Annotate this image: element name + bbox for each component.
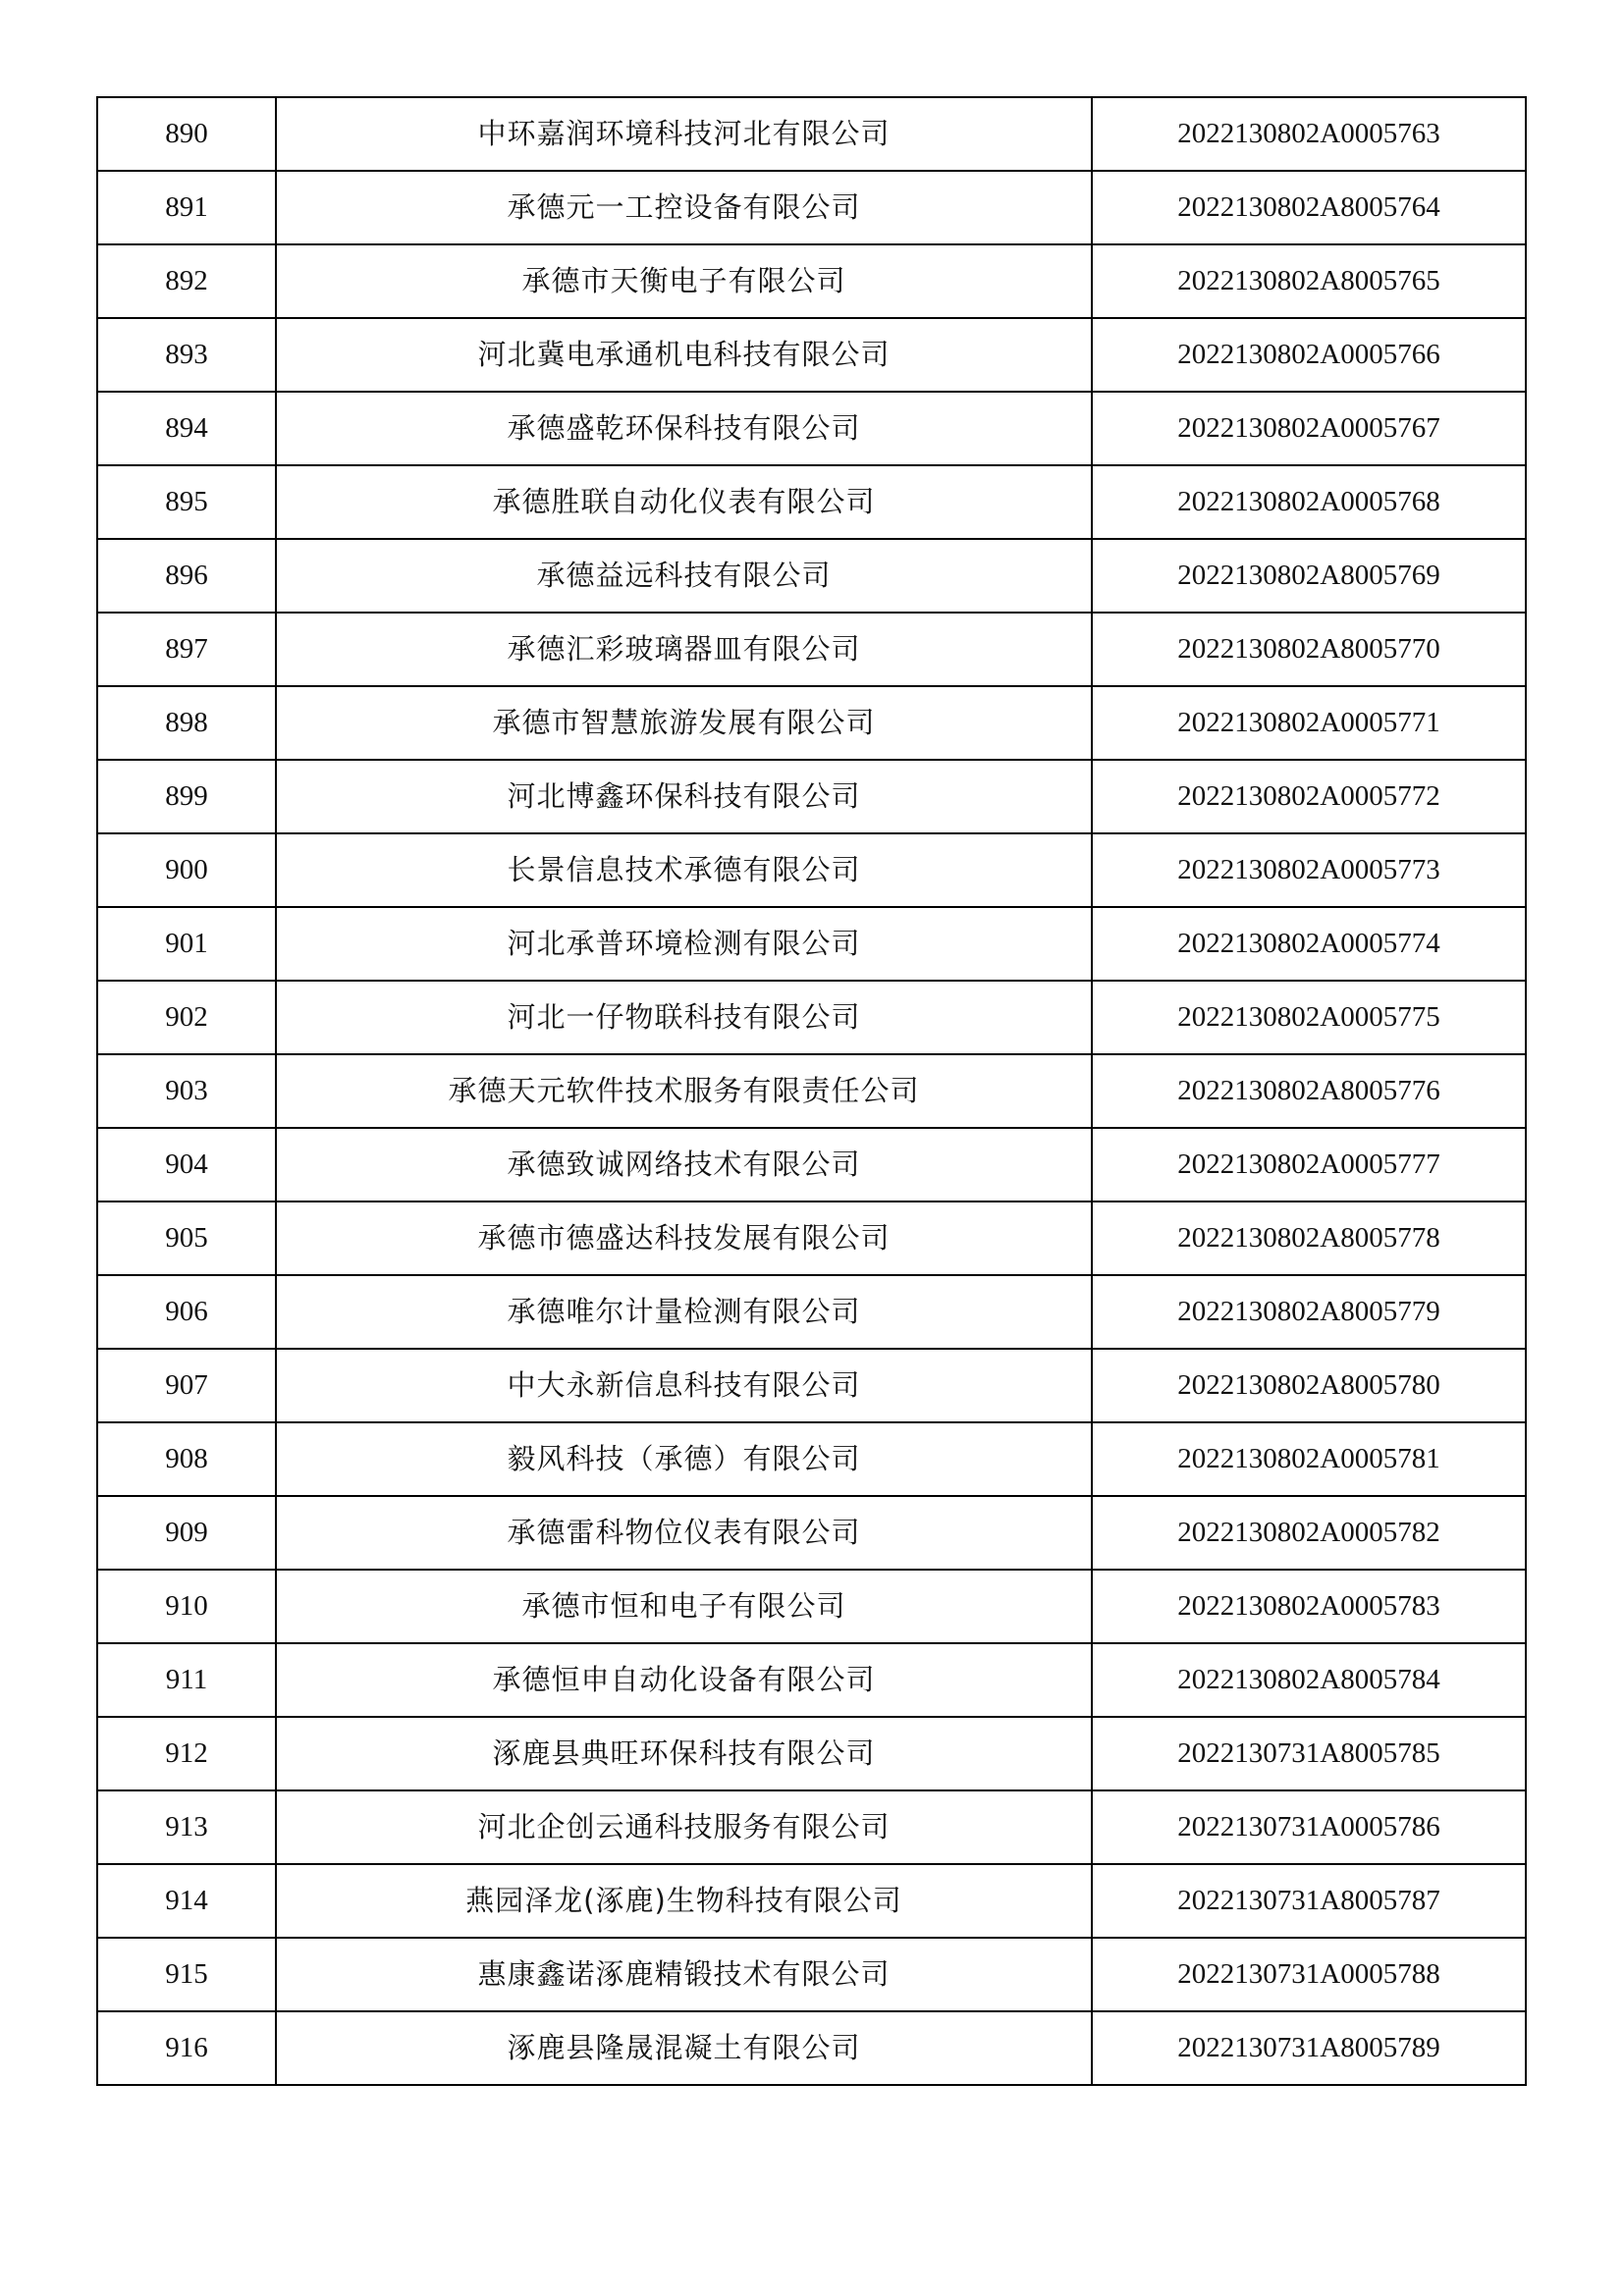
table-row [97,171,1526,244]
company-name: 涿鹿县隆晟混凝土有限公司 [276,2011,1092,2085]
registration-code: 2022130802A0005771 [1092,686,1526,760]
row-number: 915 [97,1938,276,2011]
registration-code: 2022130802A0005767 [1092,392,1526,465]
company-name: 承德元一工控设备有限公司 [276,171,1092,244]
row-number: 897 [97,613,276,686]
table-row [97,1275,1526,1349]
table-row [97,981,1526,1054]
registration-code: 2022130802A8005770 [1092,613,1526,686]
registration-code: 2022130802A0005781 [1092,1422,1526,1496]
registry-table [96,96,1527,2086]
table-row [97,318,1526,392]
table-row [97,833,1526,907]
row-number: 907 [97,1349,276,1422]
company-name: 河北博鑫环保科技有限公司 [276,760,1092,833]
table-row [97,1422,1526,1496]
company-name: 承德益远科技有限公司 [276,539,1092,613]
row-number: 908 [97,1422,276,1496]
table-row [97,1201,1526,1275]
registration-code: 2022130731A8005789 [1092,2011,1526,2085]
registration-code: 2022130802A8005784 [1092,1643,1526,1717]
registration-code: 2022130731A0005788 [1092,1938,1526,2011]
table-row [97,1643,1526,1717]
table-row [97,613,1526,686]
registration-code: 2022130802A0005775 [1092,981,1526,1054]
table-row [97,1790,1526,1864]
table-row [97,539,1526,613]
table-row [97,465,1526,539]
registration-code: 2022130802A8005764 [1092,171,1526,244]
registration-code: 2022130731A8005785 [1092,1717,1526,1790]
table-row [97,1864,1526,1938]
company-name: 承德雷科物位仪表有限公司 [276,1496,1092,1570]
company-name: 承德市天衡电子有限公司 [276,244,1092,318]
row-number: 895 [97,465,276,539]
company-name: 承德市德盛达科技发展有限公司 [276,1201,1092,1275]
row-number: 916 [97,2011,276,2085]
row-number: 913 [97,1790,276,1864]
table-row [97,97,1526,171]
row-number: 905 [97,1201,276,1275]
registration-code: 2022130731A0005786 [1092,1790,1526,1864]
row-number: 914 [97,1864,276,1938]
row-number: 890 [97,97,276,171]
company-name: 河北承普环境检测有限公司 [276,907,1092,981]
registration-code: 2022130802A0005772 [1092,760,1526,833]
registration-code: 2022130802A0005768 [1092,465,1526,539]
registration-code: 2022130802A0005763 [1092,97,1526,171]
row-number: 912 [97,1717,276,1790]
table-row [97,2011,1526,2085]
table-row [97,1717,1526,1790]
company-name: 毅风科技（承德）有限公司 [276,1422,1092,1496]
row-number: 906 [97,1275,276,1349]
table-row [97,760,1526,833]
registration-code: 2022130802A0005783 [1092,1570,1526,1643]
company-name: 承德市恒和电子有限公司 [276,1570,1092,1643]
company-name: 承德汇彩玻璃器皿有限公司 [276,613,1092,686]
company-name: 燕园泽龙(涿鹿)生物科技有限公司 [276,1864,1092,1938]
registration-code: 2022130731A8005787 [1092,1864,1526,1938]
company-name: 中大永新信息科技有限公司 [276,1349,1092,1422]
row-number: 901 [97,907,276,981]
row-number: 899 [97,760,276,833]
row-number: 894 [97,392,276,465]
table-row [97,1570,1526,1643]
row-number: 892 [97,244,276,318]
table-row [97,1128,1526,1201]
registration-code: 2022130802A0005777 [1092,1128,1526,1201]
table-row [97,1054,1526,1128]
registration-code: 2022130802A0005766 [1092,318,1526,392]
row-number: 900 [97,833,276,907]
company-name: 承德胜联自动化仪表有限公司 [276,465,1092,539]
row-number: 911 [97,1643,276,1717]
table-row [97,1938,1526,2011]
company-name: 承德天元软件技术服务有限责任公司 [276,1054,1092,1128]
registration-code: 2022130802A8005765 [1092,244,1526,318]
company-name: 中环嘉润环境科技河北有限公司 [276,97,1092,171]
registration-code: 2022130802A8005780 [1092,1349,1526,1422]
company-name: 河北企创云通科技服务有限公司 [276,1790,1092,1864]
registration-code: 2022130802A0005782 [1092,1496,1526,1570]
registration-code: 2022130802A8005778 [1092,1201,1526,1275]
row-number: 909 [97,1496,276,1570]
row-number: 896 [97,539,276,613]
company-name: 承德恒申自动化设备有限公司 [276,1643,1092,1717]
row-number: 903 [97,1054,276,1128]
table-row [97,1496,1526,1570]
registration-code: 2022130802A8005769 [1092,539,1526,613]
table-row [97,392,1526,465]
row-number: 893 [97,318,276,392]
registration-code: 2022130802A8005776 [1092,1054,1526,1128]
company-name: 承德盛乾环保科技有限公司 [276,392,1092,465]
registration-code: 2022130802A8005779 [1092,1275,1526,1349]
company-name: 惠康鑫诺涿鹿精锻技术有限公司 [276,1938,1092,2011]
row-number: 910 [97,1570,276,1643]
registration-code: 2022130802A0005773 [1092,833,1526,907]
company-name: 河北一仔物联科技有限公司 [276,981,1092,1054]
row-number: 902 [97,981,276,1054]
row-number: 904 [97,1128,276,1201]
table-row [97,907,1526,981]
row-number: 898 [97,686,276,760]
company-name: 涿鹿县典旺环保科技有限公司 [276,1717,1092,1790]
table-row [97,1349,1526,1422]
company-name: 承德市智慧旅游发展有限公司 [276,686,1092,760]
company-name: 承德致诚网络技术有限公司 [276,1128,1092,1201]
registry-table-body [97,97,1526,2085]
table-row [97,244,1526,318]
row-number: 891 [97,171,276,244]
company-name: 河北冀电承通机电科技有限公司 [276,318,1092,392]
registration-code: 2022130802A0005774 [1092,907,1526,981]
company-name: 长景信息技术承德有限公司 [276,833,1092,907]
company-name: 承德唯尔计量检测有限公司 [276,1275,1092,1349]
table-row [97,686,1526,760]
